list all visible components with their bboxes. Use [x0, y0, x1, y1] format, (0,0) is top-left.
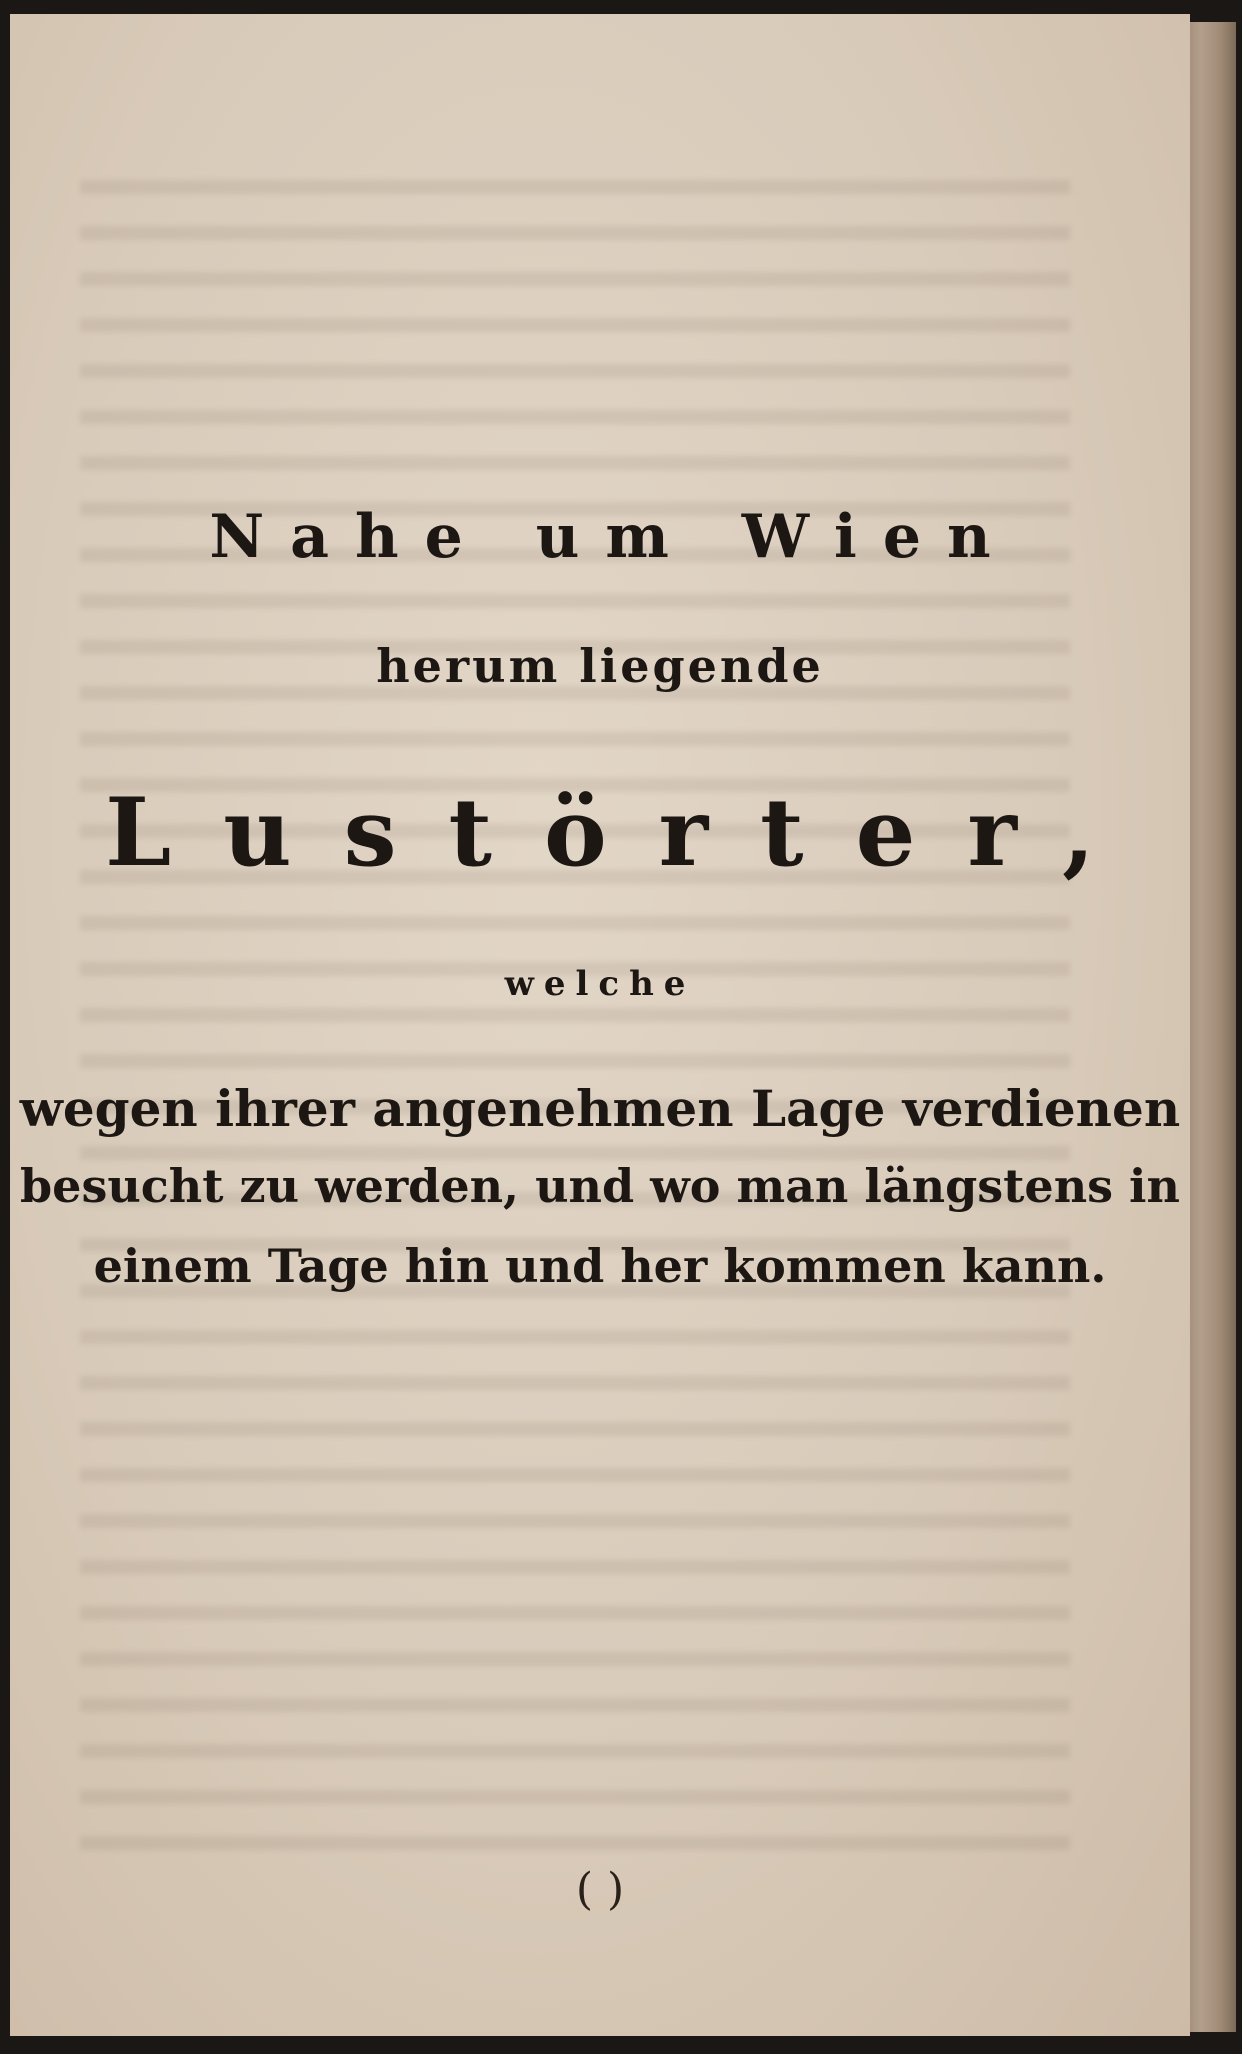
title-line-2: herum liegende [376, 639, 824, 693]
book-page [10, 14, 1190, 2036]
bleed-through-text [80, 154, 1070, 1874]
page-edge [1186, 22, 1236, 2032]
description-line-1: wegen ihrer angenehmen Lage verdienen [19, 1079, 1181, 1138]
title-line-3: Lustörter, [105, 778, 1147, 888]
description-line-2: besucht zu werden, und wo man längstens in [20, 1159, 1180, 1213]
signature-mark: ( ) [575, 1864, 625, 1915]
title-line-1: Nahe um Wien [209, 502, 1017, 572]
description-line-3: einem Tage hin und her kommen kann. [93, 1239, 1107, 1293]
title-line-4: welche [504, 964, 696, 1004]
